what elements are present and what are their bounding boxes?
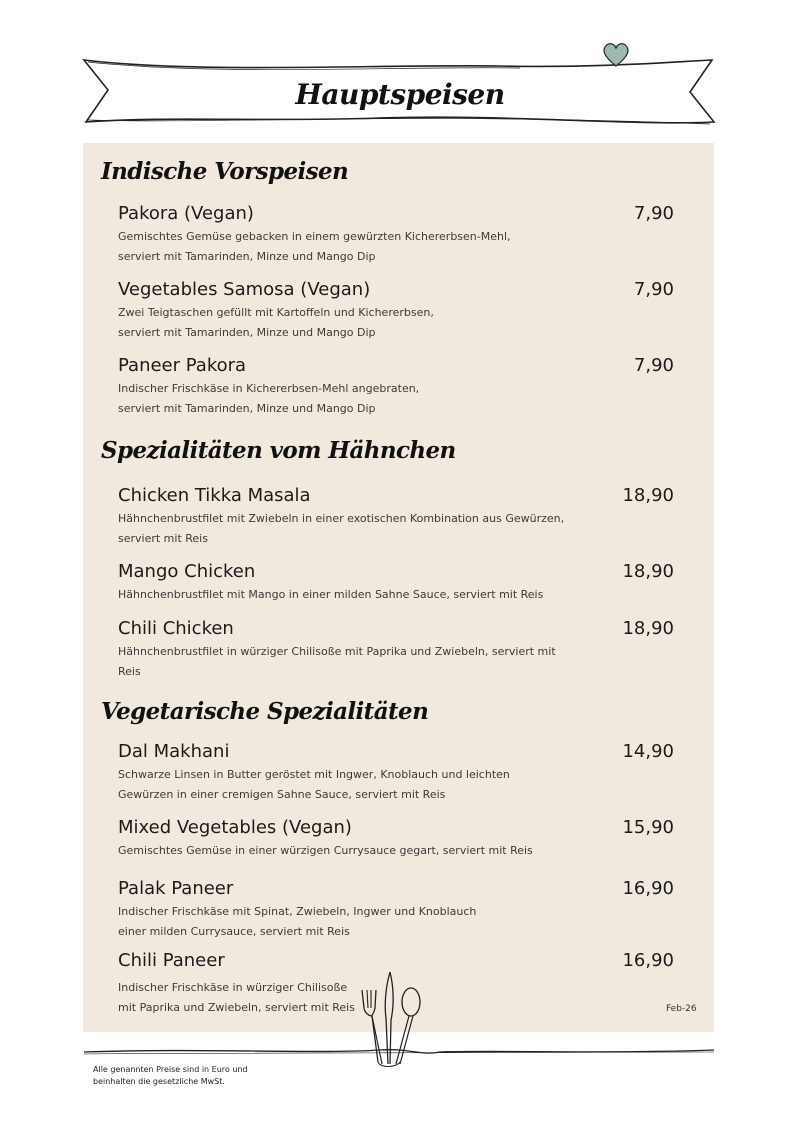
item-name: Chicken Tikka Masala	[118, 485, 311, 506]
footer-divider	[80, 1040, 720, 1060]
item-description: Indischer Frischkäse in würziger Chilisoße mit Paprika und Zwiebeln, serviert mit Reis	[118, 981, 355, 1014]
item-price: 16,90	[622, 950, 674, 971]
item-description: Hähnchenbrustfilet mit Mango in einer milden Sahne Sauce, serviert mit Reis	[118, 588, 544, 601]
item-name: Paneer Pakora	[118, 355, 247, 376]
item-price: 18,90	[622, 618, 674, 639]
section-heading: Vegetarische Spezialitäten	[101, 698, 429, 725]
page-title: Hauptspeisen	[295, 78, 505, 111]
item-price: 16,90	[622, 878, 674, 899]
item-name: Dal Makhani	[118, 741, 230, 762]
section-heading: Spezialitäten vom Hähnchen	[101, 437, 456, 464]
item-description: Hähnchenbrustfilet in würziger Chilisoße mit Paprika und Zwiebeln, serviert mit Reis	[118, 645, 556, 678]
title-banner	[80, 40, 720, 135]
section-heading: Indische Vorspeisen	[101, 158, 349, 185]
item-name: Chili Chicken	[118, 618, 234, 639]
item-price: 18,90	[622, 485, 674, 506]
item-price: 7,90	[633, 355, 674, 376]
item-description: Indischer Frischkäse in Kichererbsen-Mehl angebraten, serviert mit Tamarinden, Minze und Mango Dip	[118, 382, 420, 415]
item-description: Gemischtes Gemüse in einer würzigen Currysauce gegart, serviert mit Reis	[118, 844, 533, 857]
item-price: 14,90	[622, 741, 674, 762]
item-description: Zwei Teigtaschen gefüllt mit Kartoffeln und Kichererbsen, serviert mit Tamarinden, Minze und Mango Dip	[118, 306, 434, 339]
item-name: Pakora (Vegan)	[118, 203, 254, 224]
item-name: Palak Paneer	[118, 878, 234, 899]
item-description: Hähnchenbrustfilet mit Zwiebeln in einer exotischen Kombination aus Gewürzen, serviert mit Reis	[118, 512, 565, 545]
heart-icon	[604, 44, 628, 66]
item-price: 7,90	[633, 279, 674, 300]
item-description: Gemischtes Gemüse gebacken in einem gewürzten Kichererbsen-Mehl, serviert mit Tamarinden, Minze und Mango Dip	[118, 230, 511, 263]
item-name: Vegetables Samosa (Vegan)	[118, 279, 371, 300]
item-description: Schwarze Linsen in Butter geröstet mit Ingwer, Knoblauch und leichten Gewürzen in einer cremigen Sahne Sauce, serviert mit Reis	[118, 768, 510, 801]
item-price: 15,90	[622, 817, 674, 838]
item-name: Mixed Vegetables (Vegan)	[118, 817, 352, 838]
item-name: Mango Chicken	[118, 561, 256, 582]
item-description: Indischer Frischkäse mit Spinat, Zwiebeln, Ingwer und Knoblauch einer milden Currysauce, serviert mit Reis	[118, 905, 477, 938]
item-price: 18,90	[622, 561, 674, 582]
price-note: Alle genannten Preise sind in Euro und beinhalten die gesetzliche MwSt.	[93, 1065, 248, 1086]
item-name: Chili Paneer	[118, 950, 225, 971]
date-code: Feb-26	[666, 1004, 697, 1014]
item-price: 7,90	[633, 203, 674, 224]
